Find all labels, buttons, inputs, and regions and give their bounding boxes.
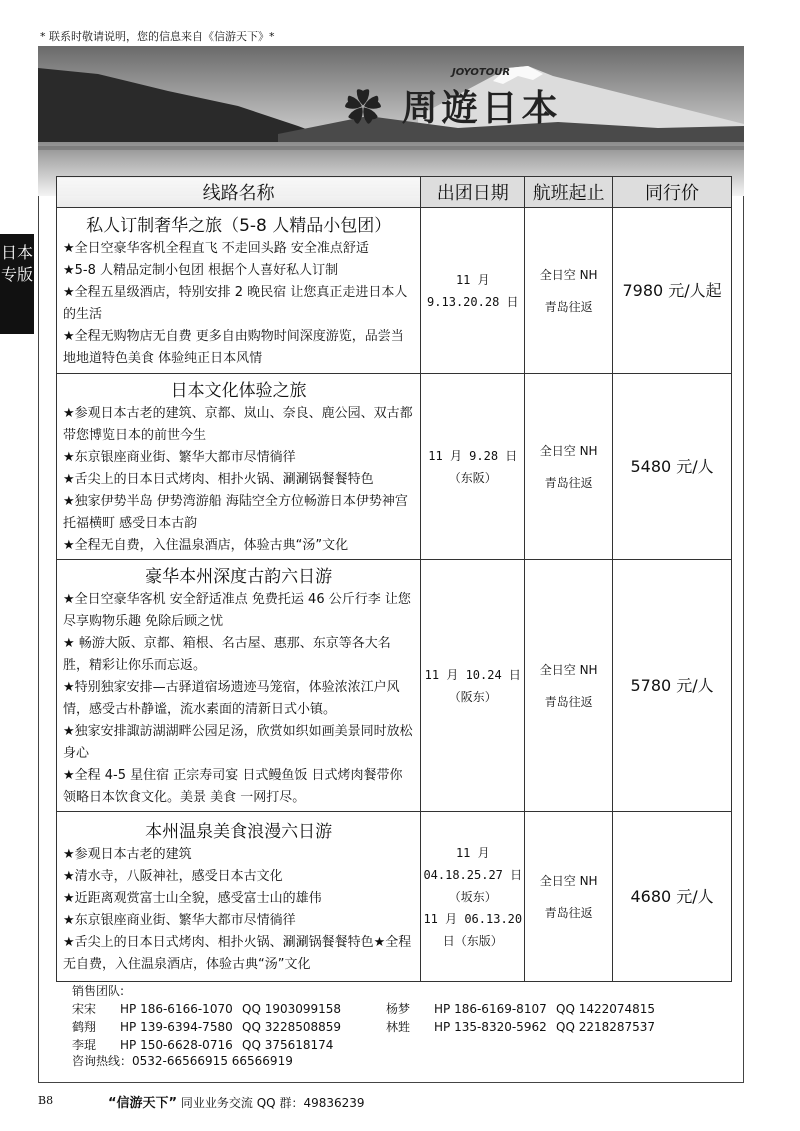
route-line: ★清水寺，八阪神社，感受日本古文化 [63, 869, 283, 884]
date-line: （阪东） [448, 689, 497, 704]
route-table [56, 176, 732, 982]
route-line: ★特别独家安排—古驿道宿场遗迹马笼宿，体验浓浓江户风情，感受古朴静谧，流水素面的清新日式小镇。 [63, 680, 400, 717]
date-line: 11 月 9.28 日 [428, 448, 518, 463]
footer-brand: “信游天下” [108, 1096, 178, 1111]
route-description [57, 560, 421, 812]
date-line: 11 月 06.13.20 [423, 911, 523, 926]
header-price: 同行价 [613, 177, 732, 208]
sales-phone: HP 139-6394-7580 [120, 1020, 233, 1034]
route-title: 私人订制奢华之旅（5-8 人精品小包团） [86, 216, 392, 236]
top-note: * 联系时敬请说明，您的信息来自《信游天下》* [40, 30, 275, 43]
route-line: ★全程无购物店无自费 更多自由购物时间深度游览，品尝当地地道特色美食 体验纯正日本风情 [63, 329, 404, 366]
sales-phone: HP 150-6628-0716 [120, 1038, 233, 1052]
header-route-name: 线路名称 [57, 177, 421, 208]
route-description [57, 374, 421, 560]
route-title: 日本文化体验之旅 [170, 381, 307, 401]
route-price: 4680 元/人 [613, 812, 732, 982]
sales-name: 林甡 [386, 1020, 411, 1034]
route-line: ★独家伊势半岛 伊势湾游船 海陆空全方位畅游日本伊势神宫 托福横町 感受日本古韵 [63, 494, 408, 531]
flight-airline: 全日空 NH [539, 443, 598, 458]
sales-phone: HP 186-6169-8107 [434, 1002, 547, 1016]
sales-name: 李琨 [72, 1038, 97, 1052]
route-line: ★舌尖上的日本日式烤肉、相扑火锅、涮涮锅餐餐特色★全程无自费，入住温泉酒店，体验古典“汤”文化 [63, 935, 412, 972]
sales-qq: QQ 3228508859 [242, 1020, 342, 1034]
footer-text [108, 1092, 365, 1111]
sales-name: 杨梦 [386, 1002, 411, 1016]
flight-airline: 全日空 NH [539, 267, 598, 282]
route-price: 5780 元/人 [613, 560, 732, 812]
date-line: 9.13.20.28 日 [427, 294, 519, 309]
flight-route: 青岛往返 [544, 299, 593, 314]
table-row [57, 374, 732, 560]
sales-phone: HP 135-8320-5962 [434, 1020, 547, 1034]
route-line: ★全程五星级酒店，特别安排 2 晚民宿 让您真正走进日本人的生活 [63, 285, 408, 322]
flight-route: 青岛往返 [544, 905, 593, 920]
route-title: 本州温泉美食浪漫六日游 [145, 822, 333, 842]
route-description [57, 208, 421, 374]
brand-logo [345, 80, 562, 131]
route-line: ★全日空豪华客机全程直飞 不走回头路 安全准点舒适 [63, 241, 369, 256]
route-line: ★近距离观赏富士山全貌，感受富士山的雄伟 [63, 891, 322, 906]
flight-airline: 全日空 NH [539, 662, 598, 677]
table-row [57, 560, 732, 812]
table-row [57, 208, 732, 374]
table-row [57, 812, 732, 982]
sales-label: 销售团队: [72, 984, 125, 998]
flight-route: 青岛往返 [544, 475, 593, 490]
flight-route: 青岛往返 [544, 694, 593, 709]
route-line: ★全程无自费，入住温泉酒店，体验古典“汤”文化 [63, 538, 349, 553]
date-line: 11 月 [455, 845, 490, 860]
route-date [421, 812, 525, 982]
route-flight [525, 374, 613, 560]
route-date [421, 374, 525, 560]
route-line: ★独家安排諏訪湖湖畔公园足汤，欣赏如织如画美景同时放松身心 [63, 724, 413, 761]
route-line: ★东京银座商业街、繁华大都市尽情徜徉 [63, 450, 296, 465]
route-line: ★舌尖上的日本日式烤肉、相扑火锅、涮涮锅餐餐特色 [63, 472, 374, 487]
sales-qq: QQ 1422074815 [556, 1002, 656, 1016]
route-line: ★ 畅游大阪、京都、箱根、名古屋、惠那、东京等各大名胜，精彩让你乐而忘返。 [63, 636, 391, 673]
sales-qq: QQ 1903099158 [242, 1002, 342, 1016]
route-line: ★参观日本古老的建筑 [63, 847, 192, 862]
route-line: ★全日空豪华客机 安全舒适准点 免费托运 46 公斤行李 让您尽享购物乐趣 免除后顾之忧 [63, 592, 411, 629]
sales-qq: QQ 375618174 [242, 1038, 334, 1052]
date-line: 日（东版） [442, 933, 503, 948]
sakura-icon: ✿ [345, 87, 386, 129]
flight-airline: 全日空 NH [539, 873, 598, 888]
sales-row [72, 1018, 656, 1036]
route-date [421, 208, 525, 374]
side-tab: 日本专版 [0, 234, 34, 334]
page-number: B8 [38, 1094, 54, 1107]
header-flight: 航班起止 [525, 177, 613, 208]
route-line: ★东京银座商业街、繁华大都市尽情徜徉 [63, 913, 296, 928]
route-price: 7980 元/人起 [613, 208, 732, 374]
date-line: （坂东） [448, 889, 497, 904]
brand-subtitle: JOYOTOUR [452, 67, 511, 78]
date-line: （东阪） [448, 470, 497, 485]
sales-qq: QQ 2218287537 [556, 1020, 656, 1034]
route-title: 豪华本州深度古韵六日游 [145, 567, 333, 587]
route-line: ★5-8 人精品定制小包团 根据个人喜好私人订制 [63, 263, 339, 278]
route-price: 5480 元/人 [613, 374, 732, 560]
sales-phone: HP 186-6166-1070 [120, 1002, 233, 1016]
date-line: 11 月 10.24 日 [424, 667, 521, 682]
route-flight [525, 208, 613, 374]
table-header [57, 177, 732, 208]
sales-name: 宋宋 [72, 1002, 97, 1016]
hotline: 咨询热线：0532-66566915 66566919 [72, 1054, 293, 1068]
brand-title: 周遊日本 [401, 87, 562, 129]
header-date: 出团日期 [421, 177, 525, 208]
route-flight [525, 812, 613, 982]
route-line: ★参观日本古老的建筑、京都、岚山、奈良、鹿公园、双古都带您博览日本的前世今生 [63, 406, 413, 443]
route-line: ★全程 4-5 星住宿 正宗寿司宴 日式鳗鱼饭 日式烤肉餐带你领略日本饮食文化。美景 美食 一网打尽。 [63, 768, 403, 805]
sales-name: 鹤翔 [72, 1020, 97, 1034]
date-line: 04.18.25.27 日 [423, 867, 523, 882]
route-date [421, 560, 525, 812]
footer-qq-group: 同业业务交流 QQ 群：49836239 [180, 1096, 365, 1110]
sales-team [72, 982, 656, 1054]
sales-row [72, 1000, 656, 1018]
route-description [57, 812, 421, 982]
date-line: 11 月 [455, 272, 490, 287]
route-flight [525, 560, 613, 812]
